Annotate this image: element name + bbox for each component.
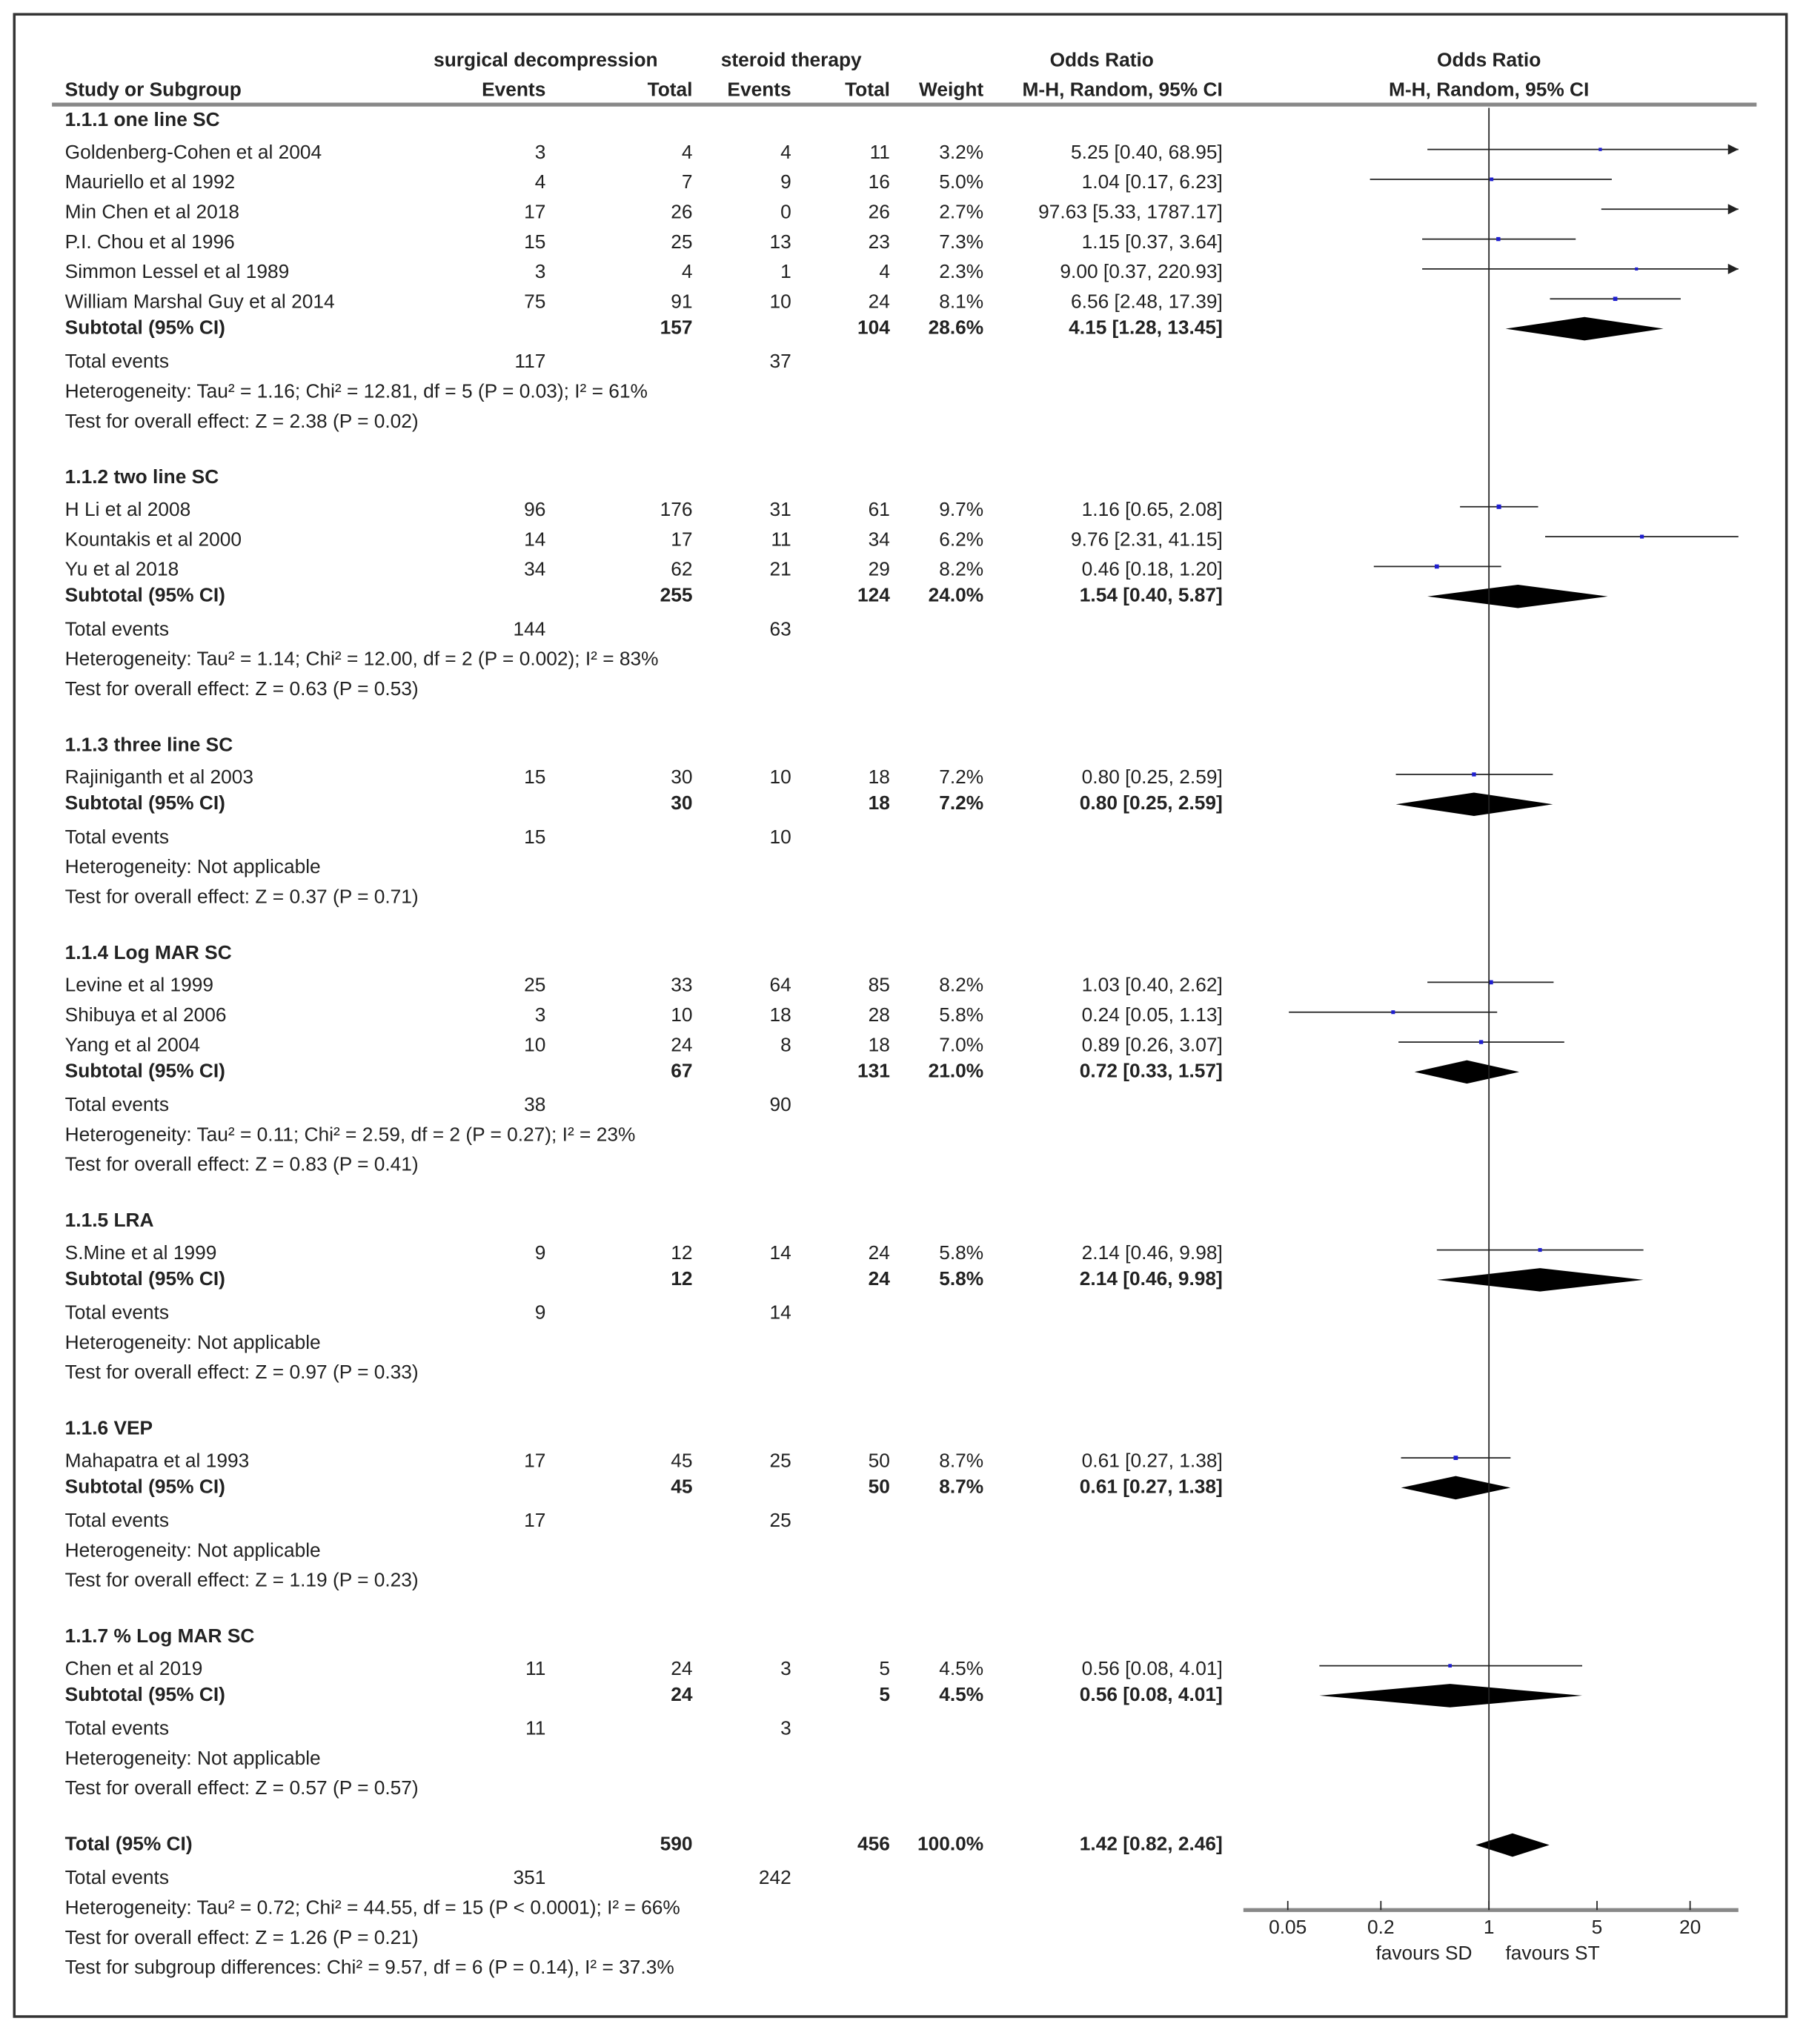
study-e2: 18 [769,1004,791,1027]
study-ci: 1.03 [0.40, 2.62] [1081,974,1223,997]
total-events-label: Total events [64,826,169,849]
total-events-1: 15 [524,826,546,849]
total-events-1: 17 [524,1510,546,1533]
study-e1: 4 [534,171,546,194]
study-n2: 18 [868,766,890,789]
study-e2: 0 [780,201,791,224]
subtotal-label: Subtotal (95% CI) [64,792,225,815]
subtotal-diamond-6 [1319,1684,1582,1708]
total-weight: 100.0% [917,1833,984,1856]
study-ci: 0.24 [0.05, 1.13] [1081,1004,1223,1027]
study-n1: 12 [671,1242,693,1264]
study-e2: 11 [771,528,791,551]
heterogeneity: Heterogeneity: Tau² = 1.14; Chi² = 12.00, df = 2 (P = 0.002); I² = 83% [64,648,659,671]
header-method: M-H, Random, 95% CI [1022,79,1223,102]
study-n2: 5 [879,1658,890,1680]
study-5-0-point [1453,1456,1458,1460]
x-tick-label: 5 [1591,1916,1603,1939]
subtotal-weight: 21.0% [928,1060,984,1083]
study-4-0-point [1538,1248,1542,1252]
study-n1: 7 [681,171,693,194]
study-n2: 85 [868,974,890,997]
study-3-2-point [1479,1040,1483,1043]
study-e1: 34 [524,558,546,581]
study-2-0-point [1472,772,1475,776]
study-e2: 31 [769,499,791,522]
study-0-4-arrow [1728,264,1739,274]
subtotal-ci: 0.80 [0.25, 2.59] [1079,792,1223,815]
study-name: Yang et al 2004 [64,1034,200,1057]
subtotal-diamond-0 [1506,317,1664,341]
study-weight: 7.3% [939,231,984,253]
total-events-label: Total events [64,1301,169,1324]
total-events-1: 11 [525,1717,546,1740]
study-n2: 26 [868,201,890,224]
overall-effect: Test for overall effect: Z = 0.57 (P = 0.57) [64,1777,419,1800]
study-e2: 10 [769,291,791,313]
subtotal-n2: 24 [868,1268,890,1290]
total-n2: 456 [857,1833,890,1856]
study-n1: 91 [671,291,693,313]
total-events-1: 38 [524,1094,546,1116]
study-ci: 0.56 [0.08, 4.01] [1081,1658,1223,1680]
subgroup-title: 1.1.4 Log MAR SC [64,942,232,964]
study-n1: 30 [671,766,693,789]
study-weight: 7.0% [939,1034,984,1057]
study-weight: 8.2% [939,558,984,581]
subtotal-label: Subtotal (95% CI) [64,1268,225,1290]
study-e2: 10 [769,766,791,789]
study-6-0-point [1448,1664,1452,1668]
total-events-2: 10 [769,826,791,849]
total-events-1: 144 [513,618,546,641]
study-ci: 0.46 [0.18, 1.20] [1081,558,1223,581]
study-name: H Li et al 2008 [64,499,191,522]
study-weight: 8.7% [939,1450,984,1473]
subtotal-n2: 50 [868,1476,890,1499]
total-ci: 1.42 [0.82, 2.46] [1079,1833,1223,1856]
total-events-label: Total events [64,618,169,641]
heterogeneity: Heterogeneity: Not applicable [64,1332,321,1354]
study-n2: 24 [868,1242,890,1264]
subtotal-weight: 5.8% [939,1268,984,1290]
study-n1: 4 [681,261,693,284]
heterogeneity: Heterogeneity: Tau² = 1.16; Chi² = 12.81, df = 5 (P = 0.03); I² = 61% [64,380,648,403]
study-name: Yu et al 2018 [64,558,179,581]
heterogeneity: Heterogeneity: Not applicable [64,1539,321,1562]
study-3-1-point [1391,1010,1395,1014]
overall-effect: Test for overall effect: Z = 0.97 (P = 0.33) [64,1361,419,1384]
study-e1: 96 [524,499,546,522]
study-n2: 16 [868,171,890,194]
study-1-0-point [1497,505,1501,509]
total-events-2: 242 [758,1867,791,1890]
study-weight: 5.8% [939,1004,984,1027]
favours-right-label: favours ST [1505,1942,1600,1965]
subgroup-title: 1.1.2 two line SC [64,466,219,489]
subtotal-n1: 12 [671,1268,693,1290]
study-weight: 5.8% [939,1242,984,1264]
total-events-label: Total events [64,1094,169,1116]
study-ci: 5.25 [0.40, 68.95] [1071,142,1223,164]
total-events-2: 25 [769,1510,791,1533]
subtotal-n2: 104 [857,316,890,339]
total-events-1: 9 [534,1301,546,1324]
subtotal-n1: 45 [671,1476,693,1499]
subtotal-weight: 8.7% [939,1476,984,1499]
total-events-label: Total events [64,1510,169,1533]
subtotal-n1: 255 [660,584,693,607]
study-n2: 11 [869,142,890,164]
subgroup-differences: Test for subgroup differences: Chi² = 9.57, df = 6 (P = 0.14), I² = 37.3% [64,1957,674,1980]
study-e2: 4 [780,142,791,164]
header-total-2: Total [845,79,890,102]
study-e1: 10 [524,1034,546,1057]
study-weight: 8.2% [939,974,984,997]
study-e1: 14 [524,528,546,551]
subtotal-ci: 0.61 [0.27, 1.38] [1079,1476,1223,1499]
total-events-2: 63 [769,618,791,641]
subgroup-title: 1.1.7 % Log MAR SC [64,1625,255,1648]
subtotal-n2: 18 [868,792,890,815]
study-ci: 1.15 [0.37, 3.64] [1081,231,1223,253]
study-0-3-point [1496,237,1500,241]
subtotal-diamond-4 [1437,1268,1644,1292]
study-name: Goldenberg-Cohen et al 2004 [64,142,322,164]
study-e1: 9 [534,1242,546,1264]
study-0-4-point [1635,268,1638,271]
heterogeneity: Heterogeneity: Tau² = 0.11; Chi² = 2.59, df = 2 (P = 0.27); I² = 23% [64,1124,636,1147]
header-plot-title: Odds Ratio [1437,49,1541,72]
total-events-2: 14 [769,1301,791,1324]
study-weight: 5.0% [939,171,984,194]
study-name: Shibuya et al 2006 [64,1004,227,1027]
subtotal-n1: 30 [671,792,693,815]
study-e1: 11 [525,1658,546,1680]
heterogeneity: Heterogeneity: Not applicable [64,1748,321,1770]
subtotal-label: Subtotal (95% CI) [64,1684,225,1706]
study-name: Mauriello et al 1992 [64,171,236,194]
subtotal-ci: 2.14 [0.46, 9.98] [1079,1268,1223,1290]
header-plot-method: M-H, Random, 95% CI [1389,79,1590,102]
overall-effect: Test for overall effect: Z = 0.37 (P = 0.71) [64,886,419,909]
header-or: Odds Ratio [1049,49,1154,72]
study-name: Min Chen et al 2018 [64,201,240,224]
total-diamond [1475,1834,1550,1857]
header-group1: surgical decompression [434,49,658,72]
study-n2: 29 [868,558,890,581]
total-events-label: Total events [64,351,169,374]
study-n1: 4 [681,142,693,164]
study-e2: 64 [769,974,791,997]
study-n1: 24 [671,1658,693,1680]
subtotal-ci: 4.15 [1.28, 13.45] [1069,316,1223,339]
subtotal-weight: 24.0% [928,584,984,607]
subtotal-diamond-1 [1427,585,1607,608]
total-events-2: 90 [769,1094,791,1116]
study-ci: 1.16 [0.65, 2.08] [1081,499,1223,522]
study-name: S.Mine et al 1999 [64,1242,217,1264]
subtotal-label: Subtotal (95% CI) [64,584,225,607]
study-weight: 8.1% [939,291,984,313]
study-n1: 17 [671,528,693,551]
study-e2: 14 [769,1242,791,1264]
study-ci: 9.00 [0.37, 220.93] [1060,261,1223,284]
study-n1: 26 [671,201,693,224]
study-e2: 21 [769,558,791,581]
study-e2: 9 [780,171,791,194]
study-weight: 7.2% [939,766,984,789]
study-weight: 3.2% [939,142,984,164]
subtotal-diamond-5 [1401,1476,1511,1500]
header-weight: Weight [919,79,984,102]
study-n1: 24 [671,1034,693,1057]
header-total-1: Total [647,79,693,102]
study-n1: 33 [671,974,693,997]
study-name: Simmon Lessel et al 1989 [64,261,290,284]
study-name: Rajiniganth et al 2003 [64,766,254,789]
study-n2: 24 [868,291,890,313]
study-name: Kountakis et al 2000 [64,528,242,551]
subgroup-title: 1.1.1 one line SC [64,109,220,132]
study-e1: 25 [524,974,546,997]
total-events-label: Total events [64,1717,169,1740]
subtotal-diamond-2 [1396,792,1553,816]
subtotal-n1: 157 [660,316,693,339]
study-n2: 4 [879,261,890,284]
study-e2: 3 [780,1658,791,1680]
study-ci: 97.63 [5.33, 1787.17] [1038,201,1223,224]
study-n1: 176 [660,499,693,522]
study-n1: 45 [671,1450,693,1473]
study-ci: 1.04 [0.17, 6.23] [1081,171,1223,194]
study-0-0-arrow [1728,145,1739,155]
x-tick-label: 20 [1679,1916,1702,1939]
study-e1: 15 [524,231,546,253]
study-e1: 3 [534,1004,546,1027]
header-study: Study or Subgroup [64,79,242,102]
study-e1: 15 [524,766,546,789]
study-e2: 1 [780,261,791,284]
study-0-0-point [1598,147,1601,150]
overall-effect: Test for overall effect: Z = 2.38 (P = 0.02) [64,411,419,433]
subtotal-n2: 5 [879,1684,890,1706]
subtotal-ci: 1.54 [0.40, 5.87] [1079,584,1223,607]
study-n1: 10 [671,1004,693,1027]
overall-effect: Test for overall effect: Z = 0.83 (P = 0.41) [64,1153,419,1176]
subtotal-diamond-3 [1415,1061,1519,1084]
heterogeneity: Heterogeneity: Not applicable [64,856,321,879]
subgroup-title: 1.1.3 three line SC [64,734,233,757]
study-0-1-point [1490,178,1493,182]
study-0-2-arrow [1728,204,1739,214]
study-name: Mahapatra et al 1993 [64,1450,250,1473]
study-name: P.I. Chou et al 1996 [64,231,235,253]
study-name: Chen et al 2019 [64,1658,203,1680]
study-e1: 75 [524,291,546,313]
study-weight: 6.2% [939,528,984,551]
study-e1: 3 [534,142,546,164]
total-events-1: 351 [513,1867,546,1890]
study-ci: 0.89 [0.26, 3.07] [1081,1034,1223,1057]
x-tick-label: 1 [1483,1916,1495,1939]
study-name: William Marshal Guy et al 2014 [64,291,335,313]
study-name: Levine et al 1999 [64,974,213,997]
subtotal-n1: 67 [671,1060,693,1083]
study-e2: 8 [780,1034,791,1057]
subtotal-ci: 0.56 [0.08, 4.01] [1079,1684,1223,1706]
total-events-label: Total events [64,1867,169,1890]
study-weight: 4.5% [939,1658,984,1680]
subtotal-label: Subtotal (95% CI) [64,316,225,339]
study-1-2-point [1435,565,1439,569]
header-events-2: Events [727,79,791,102]
subtotal-n2: 124 [857,584,890,607]
favours-left-label: favours SD [1375,1942,1473,1965]
header-group2: steroid therapy [720,49,862,72]
study-e1: 3 [534,261,546,284]
study-0-5-point [1613,296,1618,301]
subtotal-n2: 131 [857,1060,890,1083]
subtotal-label: Subtotal (95% CI) [64,1060,225,1083]
total-events-1: 117 [514,351,546,374]
study-n2: 34 [868,528,890,551]
x-tick-label: 0.2 [1367,1916,1395,1939]
subtotal-weight: 7.2% [939,792,984,815]
header-events-1: Events [482,79,546,102]
total-label: Total (95% CI) [64,1833,193,1856]
study-weight: 2.7% [939,201,984,224]
study-n1: 62 [671,558,693,581]
subgroup-title: 1.1.5 LRA [64,1210,154,1232]
overall-effect: Test for overall effect: Z = 0.63 (P = 0.53) [64,678,419,700]
study-e2: 25 [769,1450,791,1473]
overall-effect: Test for overall effect: Z = 1.19 (P = 0.23) [64,1569,419,1592]
study-weight: 2.3% [939,261,984,284]
subgroup-title: 1.1.6 VEP [64,1417,153,1440]
study-n2: 50 [868,1450,890,1473]
study-n2: 61 [868,499,890,522]
study-e1: 17 [524,201,546,224]
total-heterogeneity: Heterogeneity: Tau² = 0.72; Chi² = 44.55, df = 15 (P < 0.0001); I² = 66% [64,1897,680,1919]
total-events-2: 3 [780,1717,791,1740]
study-n2: 28 [868,1004,890,1027]
study-ci: 0.80 [0.25, 2.59] [1081,766,1223,789]
subtotal-label: Subtotal (95% CI) [64,1476,225,1499]
study-ci: 9.76 [2.31, 41.15] [1071,528,1223,551]
subtotal-weight: 28.6% [928,316,984,339]
subtotal-n1: 24 [671,1684,693,1706]
subtotal-ci: 0.72 [0.33, 1.57] [1079,1060,1223,1083]
study-ci: 2.14 [0.46, 9.98] [1081,1242,1223,1264]
total-overall-effect: Test for overall effect: Z = 1.26 (P = 0.21) [64,1926,419,1949]
study-n1: 25 [671,231,693,253]
subtotal-weight: 4.5% [939,1684,984,1706]
study-e1: 17 [524,1450,546,1473]
study-n2: 18 [868,1034,890,1057]
total-events-2: 37 [769,351,791,374]
study-1-1-point [1640,535,1644,539]
study-e2: 13 [769,231,791,253]
study-ci: 6.56 [2.48, 17.39] [1071,291,1223,313]
study-n2: 23 [868,231,890,253]
study-ci: 0.61 [0.27, 1.38] [1081,1450,1223,1473]
study-weight: 9.7% [939,499,984,522]
x-tick-label: 0.05 [1269,1916,1307,1939]
total-n1: 590 [660,1833,693,1856]
